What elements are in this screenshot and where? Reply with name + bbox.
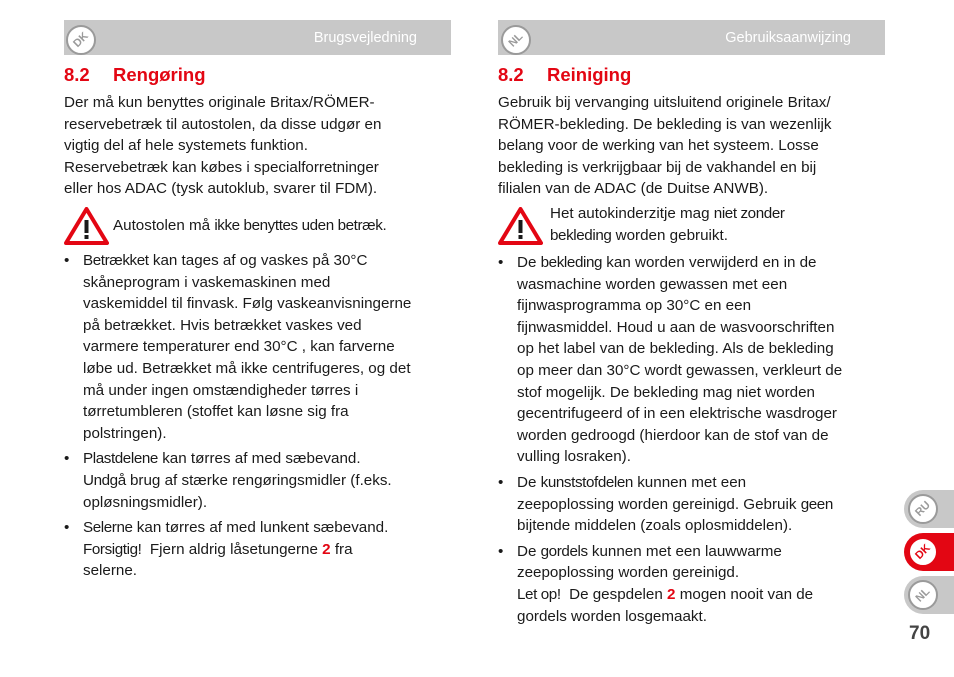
- list-item: • Betrækket kan tages af og vaskes på 30°C skåneprogram i vaskemaskinen med vaskemiddel til finvask. Følg vaskeanvisningerne på betrækket. Hvis betrækket vaskes ved varmere temperaturer end 30°C , kan farverne løbe ud. Betrækket må ikke centrifugeres, og det må under ingen omstændigheder tørres i tørretumbleren (stoffet kan løsne sig fra polstringen).: [64, 250, 454, 444]
- right-header-bar: [498, 20, 885, 55]
- left-bullet-list: [64, 250, 454, 582]
- left-intro-paragraph: Der må kun benyttes originale Britax/RÖMER- reservebetræk til autostolen, da disse udgør en vigtig del af hele systemets funktion. Reservebetræk kan købes i specialforretninger eller hos ADAC (tysk autoklub, svarer til FDM).: [64, 94, 382, 198]
- right-column: [498, 64, 888, 200]
- list-item: • Selerne kan tørres af med lunkent sæbevand. Forsigtig! Fjern aldrig låsetungerne 2 fra selerne.: [64, 517, 454, 582]
- right-intro-paragraph: Gebruik bij vervanging uitsluitend originele Britax/ RÖMER-bekleding. De bekleding is van wezenlijk belang voor de werking van het systeem. Losse bekleding is verkrijgbaar bij de vakhandel en bij filialen van de ADAC (de Duitse ANWB).: [498, 94, 832, 198]
- left-section-heading: 8.2 Rengøring: [64, 64, 206, 85]
- right-bullet-list: [498, 252, 888, 627]
- right-warning-block: [498, 205, 888, 250]
- nl-language-badge: NL: [902, 574, 944, 616]
- list-item: • De gordels kunnen met een lauwwarme zeepoplossing worden gereinigd. Let op! De gespdelen 2 mogen nooit van de gordels worden losgemaakt.: [498, 541, 888, 627]
- left-warning-text: Autostolen må ikke benyttes uden betræk.: [113, 217, 387, 234]
- list-item: • De bekleding kan worden verwijderd en in de wasmachine worden gewassen met een fijnwasprogramma op 30°C en een fijnwasmiddel. Houd u aan de wasvoorschriften op het label van de bekleding. Als de bekleding op meer dan 30°C wordt gewassen, verkleurt de stof mogelijk. De bekleding mag niet worden gecentrifugeerd of in een elektrische wasdroger worden gedroogd (hierdoor kan de stof van de vulling losraken).: [498, 252, 888, 468]
- warning-triangle-icon: [64, 207, 109, 245]
- list-item: • Plastdelene kan tørres af med sæbevand. Undgå brug af stærke rengøringsmidler (f.eks. opløsningsmidler).: [64, 448, 454, 513]
- side-tab-dk[interactable]: [904, 533, 954, 571]
- dk-language-badge: DK: [902, 531, 944, 573]
- left-header-bar: [64, 20, 451, 55]
- left-column: [64, 64, 454, 200]
- nl-language-badge: NL: [495, 19, 537, 61]
- right-header-title: Gebruiksaanwijzing: [725, 30, 851, 46]
- right-warning-text: Het autokinderzitje mag niet zonder bekleding worden gebruikt.: [550, 205, 785, 244]
- side-tab-ru[interactable]: [904, 490, 954, 528]
- list-item: • De kunststofdelen kunnen met een zeepoplossing worden gereinigd. Gebruik geen bijtende middelen (zoals oplosmiddelen).: [498, 472, 888, 537]
- warning-triangle-icon: [498, 207, 543, 245]
- right-section-heading: 8.2 Reiniging: [498, 64, 632, 85]
- dk-language-badge: DK: [60, 19, 102, 61]
- ru-language-badge: RU: [902, 488, 944, 530]
- page-number: 70: [909, 623, 931, 644]
- left-warning-block: [64, 207, 454, 247]
- left-header-title: Brugsvejledning: [313, 30, 417, 46]
- side-tab-nl[interactable]: [904, 576, 954, 614]
